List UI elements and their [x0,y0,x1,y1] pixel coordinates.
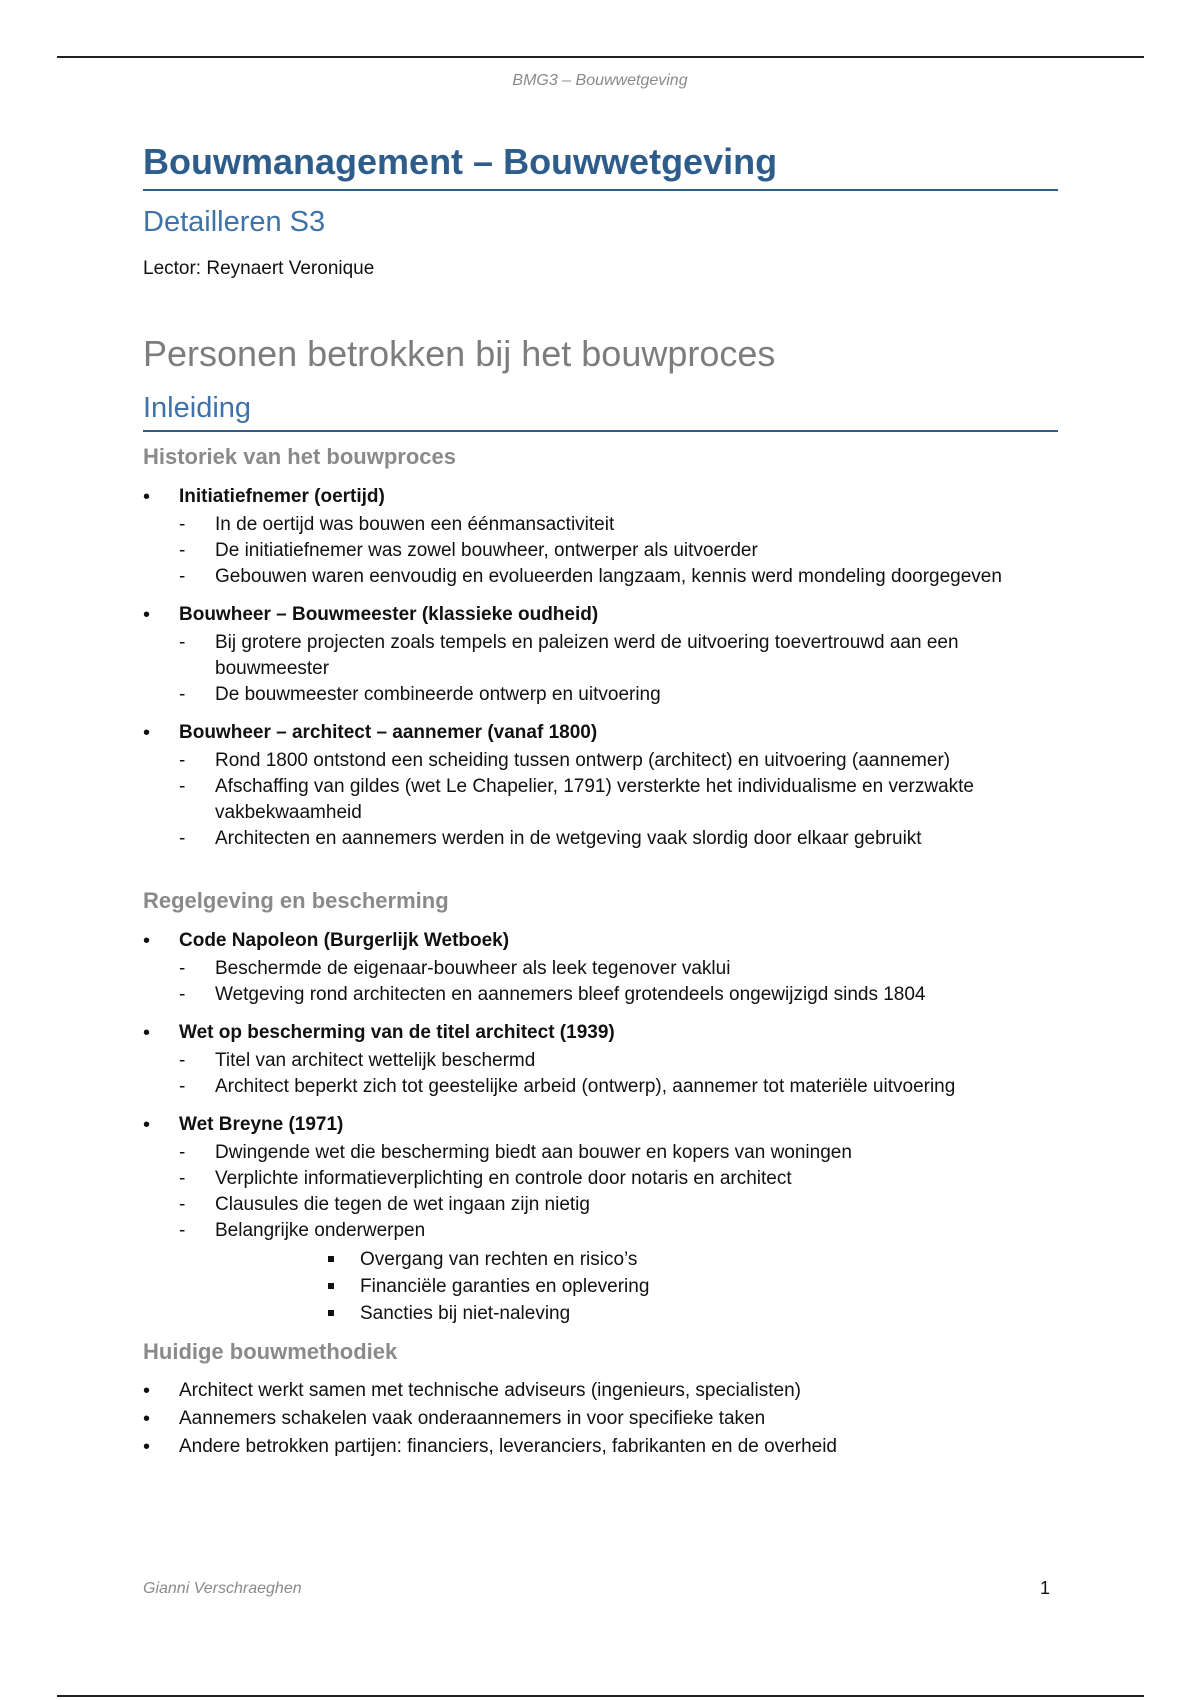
list-item [143,602,1058,708]
regelgeving-heading: Regelgeving en bescherming [143,887,449,913]
nested-list-item: Overgang van rechten en risico’s [326,1246,1058,1273]
sub-list [179,630,1058,708]
nested-list-item: Sancties bij niet-naleving [326,1300,1058,1327]
sub-list-item: - De initiatiefnemer was zowel bouwheer, ontwerper als uitvoerder [179,538,1058,564]
page-number: 1 [1040,1578,1051,1598]
chapter-title: Personen betrokken bij het bouwproces [143,332,776,374]
sub-list [179,1140,1058,1244]
section-title: Inleiding [143,391,1058,432]
list-item [143,484,1058,590]
document-body [143,140,1058,1461]
list-item-title: • Wet op bescherming van de titel architect (1939) [179,1021,615,1043]
document-title: Bouwmanagement – Bouwwetgeving [143,140,1058,191]
sub-list-item: - Architect beperkt zich tot geestelijke arbeid (ontwerp), aannemer tot materiële uitvoering [179,1074,1058,1100]
header-rule [57,56,1144,58]
list-item [143,928,1058,1008]
lector-line: Lector: Reynaert Veronique [143,257,375,279]
list-item-title: • Bouwheer – Bouwmeester (klassieke oudheid) [179,603,599,625]
list-item-title: • Code Napoleon (Burgerlijk Wetboek) [179,929,510,951]
sub-list [179,1048,1058,1100]
sub-list-item: - Belangrijke onderwerpen [179,1218,1058,1244]
sub-list [179,512,1058,590]
list-item: • Architect werkt samen met technische adviseurs (ingenieurs, specialisten) [143,1377,1058,1405]
list-item-title: • Initiatiefnemer (oertijd) [179,485,385,507]
sub-list-item: - Bij grotere projecten zoals tempels en paleizen werd de uitvoering toevertrouwd aan een bouwmeester [179,630,1058,682]
document-subtitle: Detailleren S3 [143,206,326,239]
footer-author: Gianni Verschraeghen [143,1580,302,1597]
historiek-heading: Historiek van het bouwproces [143,443,456,469]
sub-list [179,956,1058,1008]
footer-rule [57,1695,1144,1697]
list-item-title: • Bouwheer – architect – aannemer (vanaf 1800) [179,721,598,743]
running-header: BMG3 – Bouwwetgeving [512,72,688,89]
nested-list [179,1246,1058,1327]
list-item [143,720,1058,852]
list-item-title: • Wet Breyne (1971) [179,1113,344,1135]
list-item: • Andere betrokken partijen: financiers, leveranciers, fabrikanten en de overheid [143,1433,1058,1461]
huidige-heading: Huidige bouwmethodiek [143,1338,398,1364]
sub-list-item: - Verplichte informatieverplichting en controle door notaris en architect [179,1166,1058,1192]
sub-list-item: - De bouwmeester combineerde ontwerp en uitvoering [179,682,1058,708]
historiek-list [143,484,1058,852]
nested-list-item: Financiële garanties en oplevering [326,1273,1058,1300]
list-item: • Aannemers schakelen vaak onderaannemers in voor specifieke taken [143,1405,1058,1433]
sub-list-item: - Wetgeving rond architecten en aannemers bleef grotendeels ongewijzigd sinds 1804 [179,982,1058,1008]
regelgeving-list [143,928,1058,1327]
sub-list-item: - Clausules die tegen de wet ingaan zijn nietig [179,1192,1058,1218]
huidige-list [143,1377,1058,1461]
sub-list-item: - Rond 1800 ontstond een scheiding tussen ontwerp (architect) en uitvoering (aannemer) [179,748,1058,774]
sub-list [179,748,1058,852]
sub-list-item: - In de oertijd was bouwen een éénmansactiviteit [179,512,1058,538]
sub-list-item: - Afschaffing van gildes (wet Le Chapelier, 1791) versterkte het individualisme en verzwakte vakbekwaamheid [179,774,1058,826]
sub-list-item: - Beschermde de eigenaar-bouwheer als leek tegenover vaklui [179,956,1058,982]
sub-list-item: - Gebouwen waren eenvoudig en evolueerden langzaam, kennis werd mondeling doorgegeven [179,564,1058,590]
sub-list-item: - Titel van architect wettelijk beschermd [179,1048,1058,1074]
sub-list-item: - Dwingende wet die bescherming biedt aan bouwer en kopers van woningen [179,1140,1058,1166]
sub-list-item: - Architecten en aannemers werden in de wetgeving vaak slordig door elkaar gebruikt [179,826,1058,852]
list-item [143,1112,1058,1327]
list-item [143,1020,1058,1100]
